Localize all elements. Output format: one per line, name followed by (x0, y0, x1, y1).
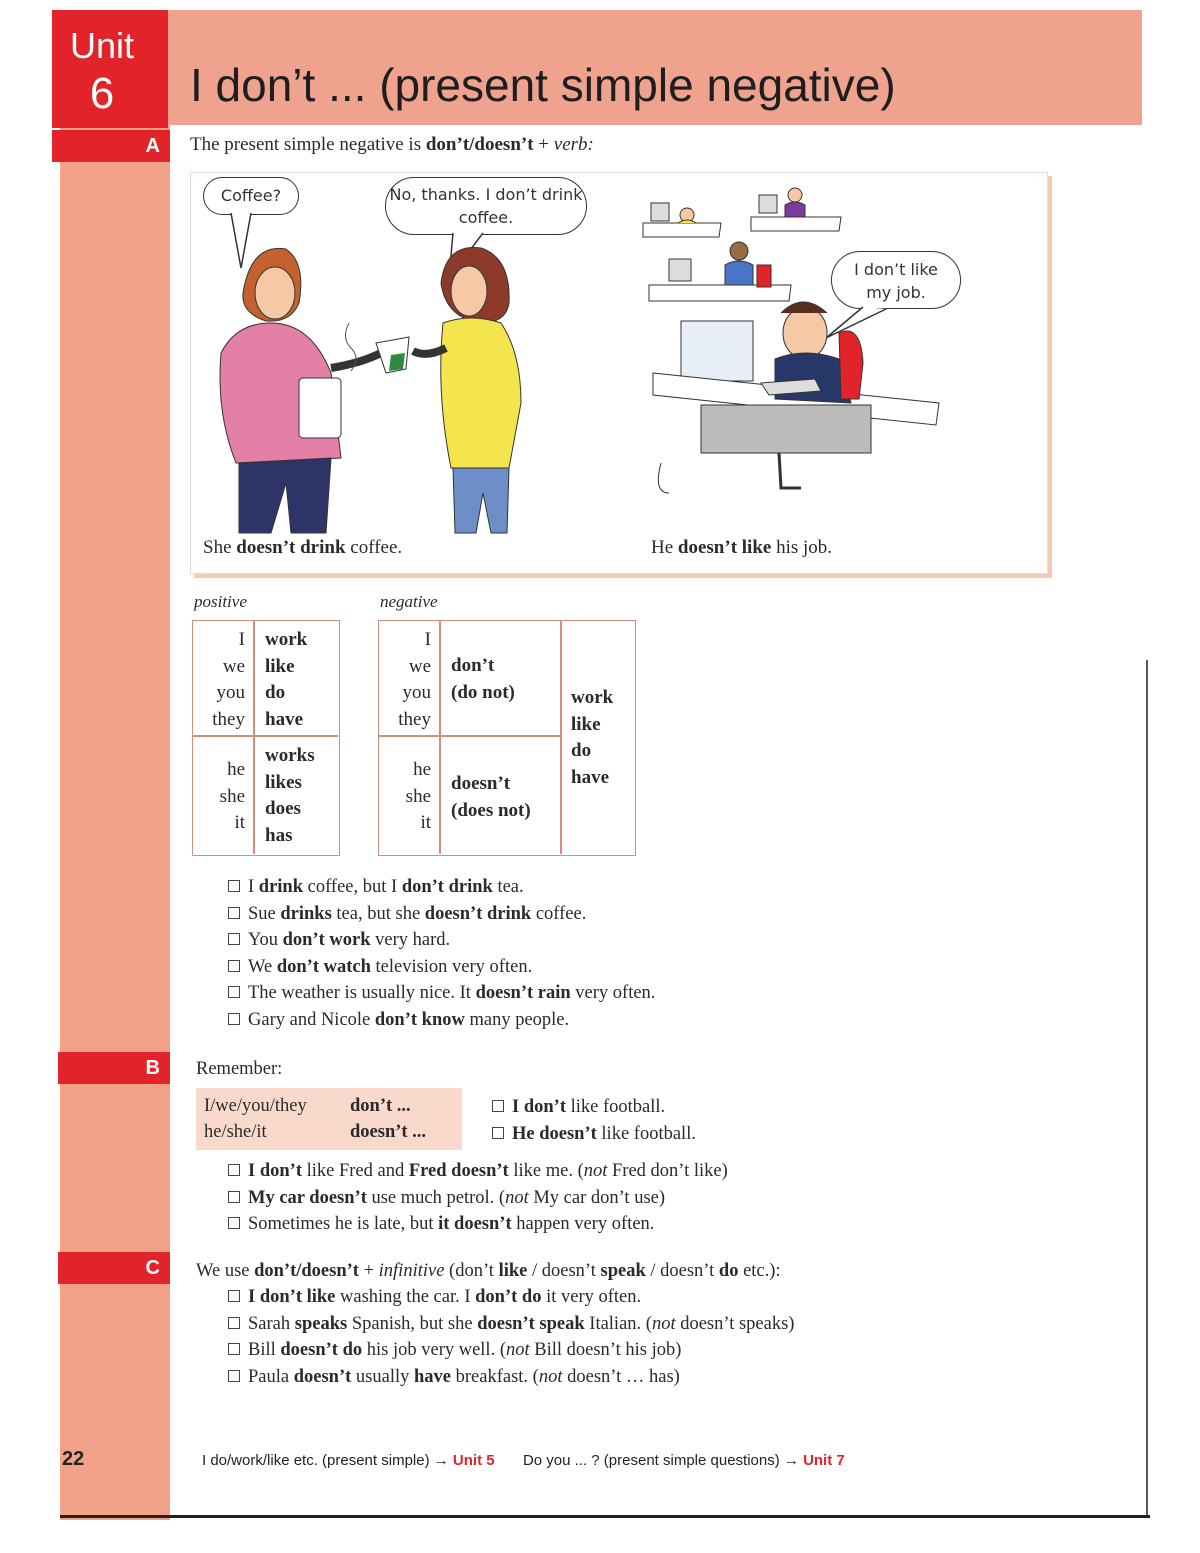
speech-bubble-job: I don’t like my job. (831, 251, 961, 309)
remember-label: Remember: (196, 1059, 283, 1079)
table-cell-word: like (265, 655, 295, 677)
section-c-examples (228, 1284, 794, 1390)
negative-top-aux (451, 653, 515, 706)
speech-bubble-no-thanks: No, thanks. I don’t drink coffee. (385, 177, 587, 235)
office-scene (643, 188, 939, 493)
checkbox-bullet-icon (228, 1290, 240, 1302)
positive-bottom-pronouns (193, 757, 245, 837)
table-cell-word: it (234, 812, 245, 833)
checkbox-bullet-icon (228, 933, 240, 945)
example-line: He doesn’t like football. (492, 1121, 696, 1148)
table-cell-word: (does not) (451, 799, 531, 821)
table-cell-word: work (571, 687, 614, 708)
table-cell-word: she (405, 785, 431, 807)
checkbox-bullet-icon (228, 1164, 240, 1176)
checkbox-bullet-icon (228, 1217, 240, 1229)
example-line: Sue drinks tea, but she doesn’t drink coffee. (228, 901, 655, 928)
table-cell-word: works (265, 745, 315, 766)
link-unit-7[interactable]: Unit 7 (803, 1452, 845, 1469)
example-line: You don’t work very hard. (228, 927, 655, 954)
example-line: My car doesn’t use much petrol. (not My car don’t use) (228, 1185, 728, 1212)
checkbox-bullet-icon (228, 1343, 240, 1355)
speech-bubble-coffee: Coffee? (203, 177, 299, 215)
example-line: I don’t like washing the car. I don’t do it very often. (228, 1284, 794, 1311)
example-line: Sarah speaks Spanish, but she doesn’t speak Italian. (not doesn’t speaks) (228, 1311, 794, 1338)
positive-label: positive (194, 592, 247, 611)
checkbox-bullet-icon (492, 1127, 504, 1139)
positive-top-pronouns (193, 627, 245, 733)
example-line: Gary and Nicole don’t know many people. (228, 1007, 655, 1034)
table-cell-word: has (265, 824, 293, 846)
remember-aux: don’t ... (350, 1096, 411, 1116)
negative-top-pronouns (379, 627, 431, 733)
table-cell-word: doesn’t (451, 773, 511, 794)
table-cell-word: you (216, 682, 245, 703)
woman-yellow-figure (413, 247, 521, 533)
positive-table (192, 620, 340, 856)
illustration-panel (190, 172, 1048, 574)
example-line: I don’t like football. (492, 1094, 696, 1121)
table-cell-word: they (212, 708, 245, 730)
table-cell-word: have (265, 708, 303, 730)
table-cell-word: likes (265, 771, 302, 793)
positive-top-verbs (265, 627, 307, 733)
table-cell-word: it (420, 812, 431, 833)
example-line: Bill doesn’t do his job very well. (not Bill doesn’t his job) (228, 1337, 794, 1364)
checkbox-bullet-icon (228, 907, 240, 919)
bubble-tail (231, 213, 251, 268)
unit-badge (52, 10, 168, 128)
page-edge-line (1146, 660, 1148, 1518)
example-line: The weather is usually nice. It doesn’t rain very often. (228, 980, 655, 1007)
section-b-side-examples (492, 1094, 696, 1147)
checkbox-bullet-icon (228, 1191, 240, 1203)
remember-box (196, 1088, 462, 1150)
caption-left: She doesn’t drink coffee. (203, 537, 403, 558)
section-b-examples (228, 1158, 728, 1238)
illustration-drawing (191, 173, 1047, 573)
woman-pink-figure (220, 248, 381, 533)
table-cell-word: you (402, 682, 431, 703)
table-cell-word: do (265, 682, 286, 703)
negative-bottom-aux (451, 771, 531, 824)
page-sidebar (60, 10, 170, 1520)
positive-bottom-verbs (265, 743, 315, 849)
negative-bottom-pronouns (379, 757, 431, 837)
table-cell-word: we (408, 655, 431, 677)
example-line: I drink coffee, but I don’t drink tea. (228, 874, 655, 901)
table-cell-word: he (413, 759, 431, 780)
table-cell-word: they (398, 708, 431, 730)
table-cell-word: have (571, 766, 609, 788)
negative-label: negative (380, 592, 438, 611)
checkbox-bullet-icon (228, 880, 240, 892)
remember-row: he/she/it (204, 1122, 267, 1142)
remember-row: I/we/you/they (204, 1096, 307, 1116)
table-cell-word: like (571, 713, 601, 735)
table-cell-word: work (265, 629, 308, 650)
section-c-marker: C (58, 1252, 170, 1284)
unit-number: 6 (89, 69, 115, 118)
negative-verbs (571, 685, 613, 791)
table-cell-word: I (238, 629, 245, 650)
section-b-marker: B (58, 1052, 170, 1084)
table-cell-word: (do not) (451, 681, 515, 703)
table-cell-word: she (219, 785, 245, 807)
section-a-marker: A (52, 130, 170, 162)
page-number: 22 (62, 1448, 85, 1470)
link-unit-5[interactable]: Unit 5 (452, 1452, 495, 1469)
example-line: Paula doesn’t usually have breakfast. (not doesn’t … has) (228, 1364, 794, 1391)
checkbox-bullet-icon (228, 960, 240, 972)
section-a-examples (228, 874, 655, 1033)
section-a-intro: The present simple negative is don’t/doesn’t + verb: (190, 134, 594, 155)
page-bottom-line (60, 1515, 1150, 1518)
page-title: I don’t ... (present simple negative) (190, 59, 896, 111)
negative-table (378, 620, 636, 856)
example-line: We don’t watch television very often. (228, 954, 655, 981)
remember-aux: doesn’t ... (350, 1122, 427, 1142)
table-cell-word: don’t (451, 655, 495, 676)
section-c-intro: We use don’t/doesn’t + infinitive (don’t like / doesn’t speak / doesn’t do etc.): (196, 1261, 781, 1281)
table-cell-word: does (265, 798, 301, 819)
footer-crossrefs: I do/work/like etc. (present simple) → Unit 5 Do you ... ? (present simple questions) → Unit 7 (202, 1452, 845, 1469)
table-cell-word: do (571, 740, 592, 761)
example-line: I don’t like Fred and Fred doesn’t like me. (not Fred don’t like) (228, 1158, 728, 1185)
checkbox-bullet-icon (228, 1013, 240, 1025)
example-line: Sometimes he is late, but it doesn’t happen very often. (228, 1211, 728, 1238)
table-cell-word: I (424, 629, 431, 650)
checkbox-bullet-icon (228, 1370, 240, 1382)
caption-right: He doesn’t like his job. (651, 537, 833, 558)
unit-word: Unit (69, 25, 135, 66)
table-cell-word: he (227, 759, 245, 780)
checkbox-bullet-icon (492, 1100, 504, 1112)
checkbox-bullet-icon (228, 986, 240, 998)
checkbox-bullet-icon (228, 1317, 240, 1329)
bubble-tail (826, 307, 886, 338)
table-cell-word: we (222, 655, 245, 677)
